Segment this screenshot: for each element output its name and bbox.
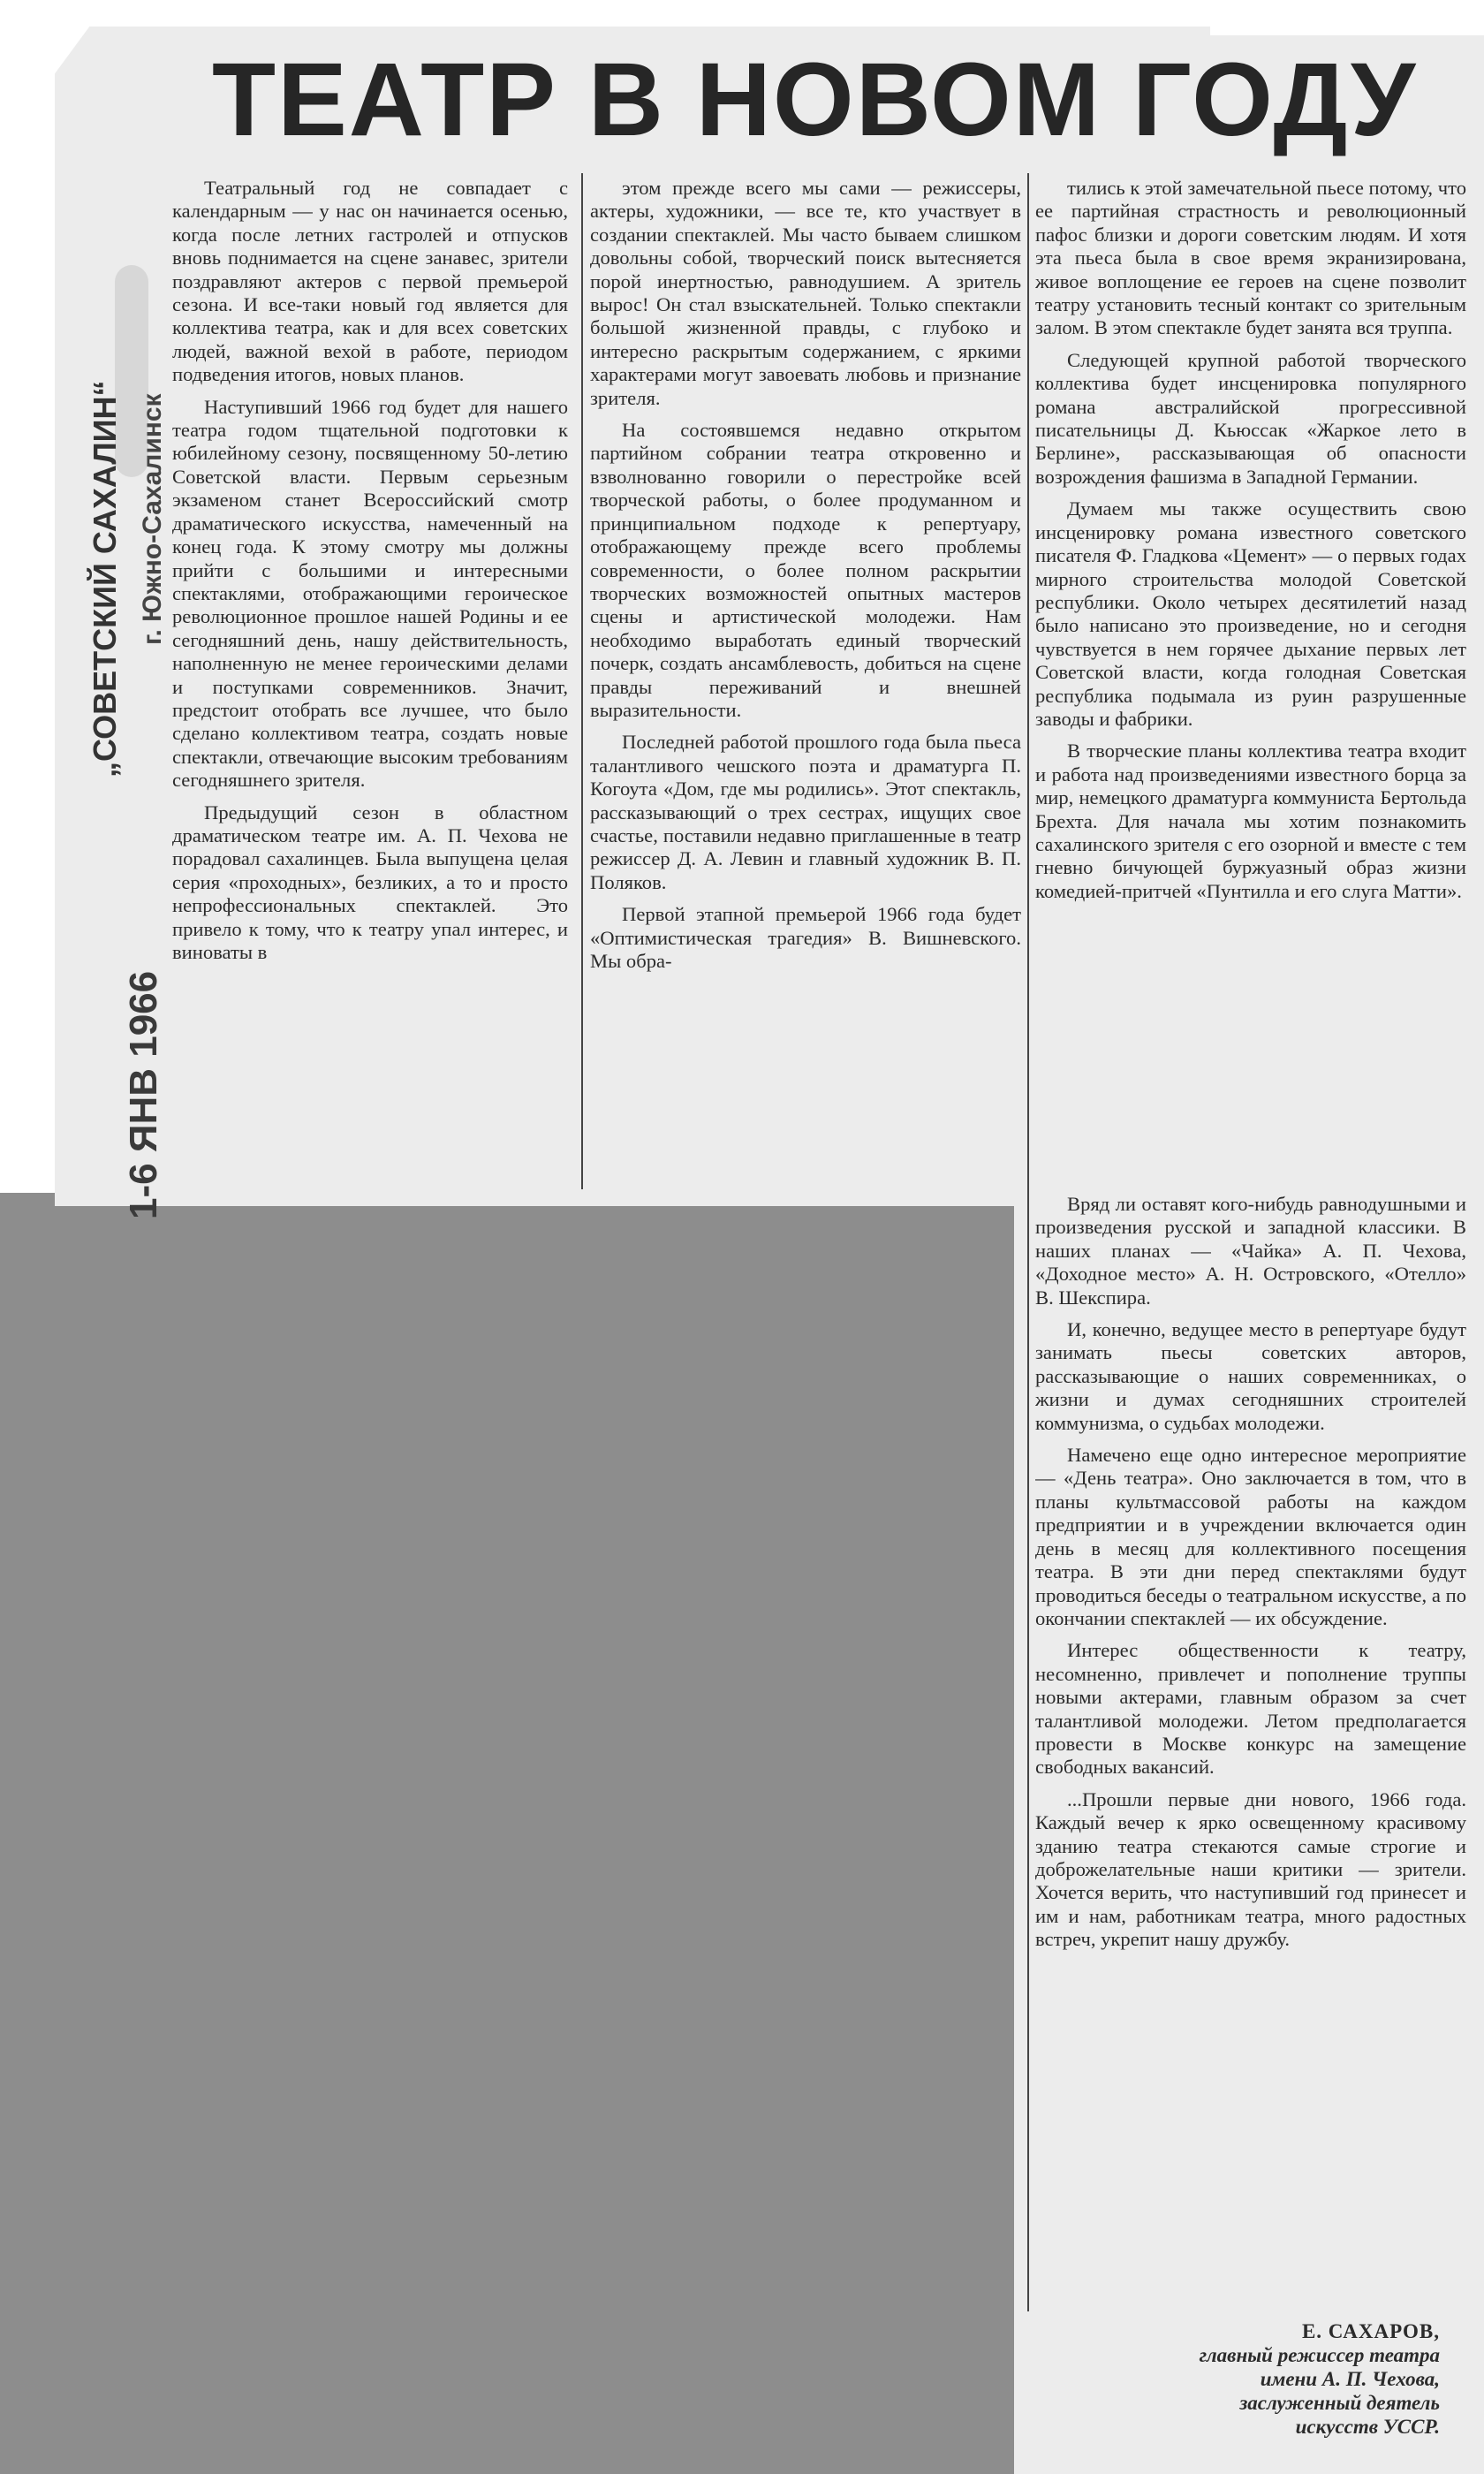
- headline: ТЕАТР В НОВОМ ГОДУ: [212, 42, 1418, 158]
- paragraph: На состоявшемся недавно открытом партийном собрании театра откровенно и взволнованно говорили о перестройке всей творческой работы, о более продуманном и принципиальном подходе к репертуару, отображающему прежде всего проблемы современности, о более полном раскрытии творческих возможностей опытных мастеров сцены и артистической молодежи. Нам необходимо выработать единый творческий почерк, создать ансамблевость, добиться на сцене правды переживаний и внешней выразительности.: [590, 419, 1021, 721]
- author-signature: [1042, 2319, 1440, 2439]
- article-column-2: [590, 177, 1021, 1193]
- paragraph: Театральный год не совпадает с календарным — у нас он начинается осенью, когда после летних гастролей и отпусков вновь поднимается на сцене занавес, зрители поздравляют актеров с первой премьерой сезона. И все-таки новый год является для коллектива театра, как и для всех советских людей, важной вехой в работе, периодом подведения итогов, новых планов.: [172, 177, 568, 386]
- article-column-3: [1035, 177, 1466, 1193]
- column-rule-2: [1027, 173, 1029, 2311]
- stamp-date: 1-6 ЯНВ 1966: [122, 970, 165, 1219]
- author-title-4: искусств УССР.: [1295, 2416, 1440, 2438]
- paragraph: В творческие планы коллектива театра входит и работа над произведениями известного борца за мир, немецкого драматурга коммуниста Бертольда Брехта. Для начала мы хотим познакомить сахалинского зрителя с его озорной и вместе с тем гневно бичующей буржуазный образ жизни комедией-притчей «Пунтилла и его слуга Матти».: [1035, 740, 1466, 902]
- paragraph: Следующей крупной работой творческого коллектива будет инсценировка популярного романа австралийской прогрессивной писательницы Д. Кьюссак «Жаркое лето в Берлине», рассказывающая об опасности возрождения фашизма в Западной Германии.: [1035, 348, 1466, 488]
- paragraph: Намечено еще одно интересное мероприятие — «День театра». Оно заключается в том, что в планы культмассовой работы на каждом предприятии и в учреждении включается один день в месяц для коллективного посещения театра. В эти дни перед спектаклями будут проводиться беседы о театральном искусстве, а по окончании спектаклей — их обсуждение.: [1035, 1444, 1466, 1629]
- author-title-3: заслуженный деятель: [1239, 2392, 1440, 2414]
- column-rule-1: [581, 173, 583, 1189]
- stamp-newspaper: „СОВЕТСКИЙ САХАЛИН“: [87, 380, 123, 778]
- background-gray: [0, 1193, 1014, 2474]
- top-edge: [1210, 0, 1484, 35]
- paragraph: Вряд ли оставят кого-нибудь равнодушными и произведения русской и западной классики. В наших планах — «Чайка» А. П. Чехова, «Доходное место» А. Н. Островского, «Отелло» В. Шекспира.: [1035, 1193, 1466, 1309]
- paragraph: И, конечно, ведущее место в репертуаре будут занимать пьесы советских авторов, рассказывающие о наших современниках, о жизни и думах сегодняшних строителей коммунизма, о судьбах молодежи.: [1035, 1318, 1466, 1434]
- article-column-4: [1035, 1193, 1466, 2315]
- paragraph: Предыдущий сезон в областном драматическом театре им. А. П. Чехова не порадовал сахалинцев. Была выпущена целая серия «проходных», безликих, а то и просто непрофессиональных спектаклей. Это привело к тому, что к театру упал интерес, и виноваты в: [172, 801, 568, 963]
- paragraph: Последней работой прошлого года была пьеса талантливого чешского поэта и драматурга П. Когоута «Дом, где мы родились». Этот спектакль, рассказывающий о трех сестрах, ищущих свое счастье, поставили недавно приглашенные в театр режиссер Д. А. Левин и главный художник В. П. Поляков.: [590, 731, 1021, 893]
- author-name: Е. САХАРОВ,: [1301, 2320, 1440, 2342]
- article-column-1: [172, 177, 568, 1193]
- author-title-1: главный режиссер театра: [1199, 2344, 1440, 2366]
- paragraph: Первой этапной премьерой 1966 года будет «Оптимистическая трагедия» В. Вишневского. Мы обра-: [590, 903, 1021, 972]
- stamp-city: г. Южно-Сахалинск: [138, 393, 167, 645]
- paragraph: Интерес общественности к театру, несомненно, привлечет и пополнение труппы новыми актерами, главным образом за счет талантливой молодежи. Летом предполагается провести в Москве конкурс на замещение свободных вакансий.: [1035, 1639, 1466, 1779]
- author-title-2: имени А. П. Чехова,: [1260, 2368, 1440, 2390]
- paragraph: этом прежде всего мы сами — режиссеры, актеры, художники, — все те, кто участвует в создании спектаклей. Мы часто бываем слишком довольны собой, творческий поиск вытесняется порой инертностью, равнодушием. А зритель вырос! Он стал взыскательней. Только спектакли большой жизненной правды, с глубоко и интересно раскрытым содержанием, с яркими характерами могут завоевать любовь и признание зрителя.: [590, 177, 1021, 409]
- paragraph: ...Прошли первые дни нового, 1966 года. Каждый вечер к ярко освещенному красивому зданию театра стекаются самые строгие и доброжелательные наши критики — зрители. Хочется верить, что наступивший год принесет и им и нам, работникам театра, много радостных встреч, укрепит нашу дружбу.: [1035, 1787, 1466, 1951]
- paragraph: тились к этой замечательной пьесе потому, что ее партийная страстность и революционный пафос близки и дороги советским людям. И хотя эта пьеса была в свое время экранизирована, живое воплощение ее героев на сцене позволит театру установить тесный контакт со зрительным залом. В этом спектакле будет занята вся труппа.: [1035, 177, 1466, 339]
- paragraph: Наступивший 1966 год будет для нашего театра годом тщательной подготовки к юбилейному сезону, посвященному 50-летию Советской власти. Первым серьезным экзаменом станет Всероссийский смотр драматического искусства, намеченный на конец года. К этому смотру мы должны прийти с большими и интересными спектаклями, отображающими героическое революционное прошлое нашей Родины и ее сегодняшний день, нашу действительность, наполненную не менее героическими делами и поступками современников. Значит, предстоит отобрать все лучшее, что было сделано коллективом театра, создать новые спектакли, отвечающие высоким требованиям сегодняшнего зрителя.: [172, 395, 568, 792]
- paragraph: Думаем мы также осуществить свою инсценировку романа известного советского писателя Ф. Гладкова «Цемент» — о первых годах мирного строительства молодой Советской республики. Около четырех десятилетий назад было написано это произведение, но и сегодня чувствуется в нем горячее дыхание первых лет Советской власти, когда голодная Советская республика подымала из руин разрушенные заводы и фабрики.: [1035, 497, 1466, 730]
